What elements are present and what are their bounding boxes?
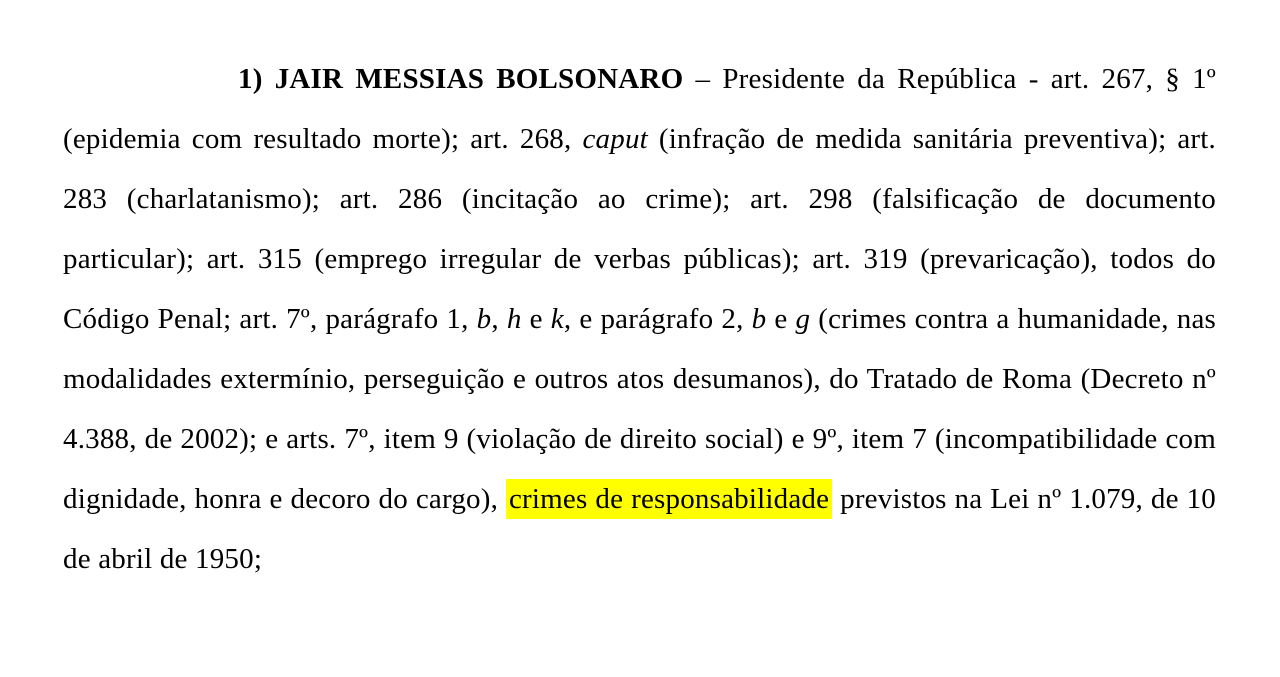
text-segment: e [766, 303, 796, 335]
text-segment: (crimes contra a humanidade, nas modalidades extermínio, perseguição e outros atos desumanos), do Tratado de Roma (Decreto nº 4.388, de 2002); e arts. 7º, item 9 (violação de direito social) e 9º, item 7 (incompatibilidade com dignidade, honra e decoro do cargo), [63, 303, 1216, 515]
text-segment: (infração de medida sanitária preventiva); art. 283 (charlatanismo); art. 286 (incitação ao crime); art. 298 (falsificação de documento particular); art. 315 (emprego irregular de verbas públicas); art. 319 (prevaricação), todos do Código Penal; art. 7º, parágrafo 1, [63, 123, 1216, 335]
text-segment: – Presidente da República - art. 267, § 1º (epidemia com resultado morte); art. 268, [63, 63, 1216, 155]
legal-item-letter: k [550, 303, 564, 335]
latin-term-caput: caput [582, 123, 648, 155]
highlighted-crimes-text: crimes de responsabilidade [506, 479, 832, 519]
legal-item-letter: h [506, 303, 522, 335]
legal-item-letter: b [476, 303, 492, 335]
legal-item-letter: b [751, 303, 767, 335]
text-segment: , e parágrafo 2, [563, 303, 752, 335]
text-segment: previstos na Lei nº 1.079, de 10 de abril de 1950; [63, 483, 1216, 575]
legal-paragraph [63, 49, 1216, 589]
text-segment: e [521, 303, 551, 335]
text-segment: , [491, 303, 507, 335]
legal-item-letter: g [795, 303, 811, 335]
defendant-name: 1) JAIR MESSIAS BOLSONARO [238, 63, 684, 95]
